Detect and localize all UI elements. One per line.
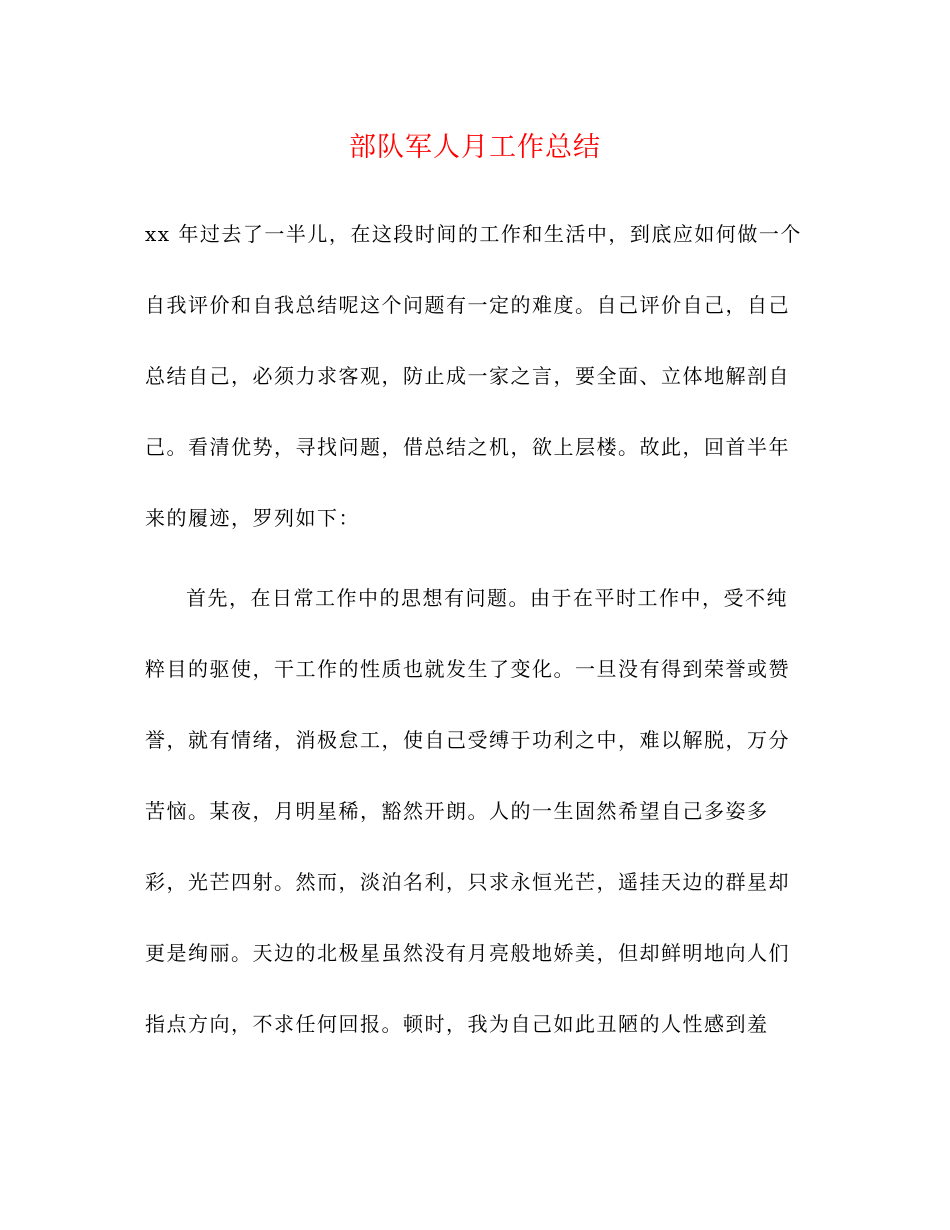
body-line-1: xx 年过去了一半儿，在这段时间的工作和生活中，到底应如何做一个 <box>145 222 802 246</box>
body-line-10: 彩，光芒四射。然而，淡泊名利，只求永恒光芒，遥挂天边的群星却 <box>145 870 790 894</box>
body-line-7: 粹目的驱使，干工作的性质也就发生了变化。一旦没有得到荣誉或赞 <box>145 657 790 681</box>
body-line-8: 誉，就有情绪，消极怠工，使自己受缚于功利之中，难以解脱，万分 <box>145 728 790 752</box>
body-line-4: 己。看清优势，寻找问题，借总结之机，欲上层楼。故此，回首半年 <box>145 435 790 459</box>
body-line-2: 自我评价和自我总结呢这个问题有一定的难度。自己评价自己，自己 <box>145 293 790 317</box>
body-line-12: 指点方向，不求任何回报。顿时，我为自己如此丑陋的人性感到羞 <box>145 1012 769 1036</box>
body-line-5: 来的履迹，罗列如下： <box>145 506 360 530</box>
body-line-9: 苦恼。某夜，月明星稀，豁然开朗。人的一生固然希望自己多姿多 <box>145 799 769 823</box>
body-line-11: 更是绚丽。天边的北极星虽然没有月亮般地娇美，但却鲜明地向人们 <box>145 941 790 965</box>
body-line-6: 首先，在日常工作中的思想有问题。由于在平时工作中，受不纯 <box>186 586 788 610</box>
body-line-3: 总结自己，必须力求客观，防止成一家之言，要全面、立体地解剖自 <box>145 364 790 388</box>
document-title: 部队军人月工作总结 <box>349 132 601 163</box>
